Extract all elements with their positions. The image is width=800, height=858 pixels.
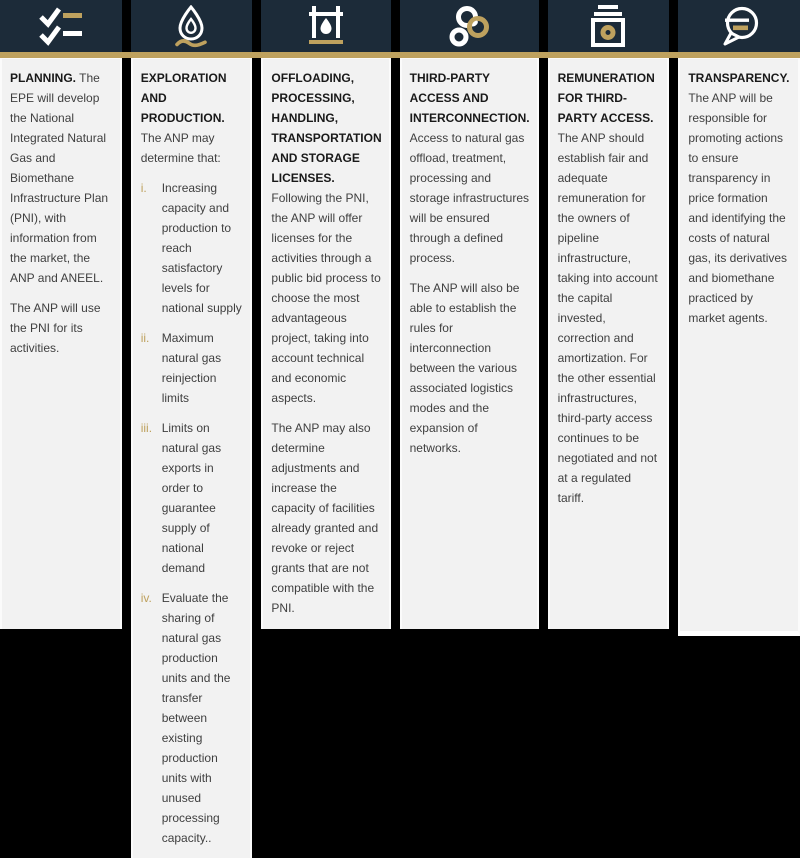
oil-rig-icon [304, 6, 348, 46]
column-text: The ANP should establish fair and adequate remuneration for the owners of pipeline infrastructure, taking into account the capital invested, correction and amortization. For the other essential infrastructures, third-party access continues to be negotiated and not at a regulated tariff. [557, 131, 658, 505]
column-heading: EXPLORATION AND PRODUCTION. [140, 71, 227, 125]
list-text: Limits on natural gas exports in order to guarantee supply of national demand [161, 421, 222, 575]
column-body [0, 58, 122, 629]
list-item [141, 418, 244, 578]
column-text: The ANP may determine that: [140, 131, 221, 165]
column-header [131, 0, 253, 52]
droplet-icon [171, 5, 212, 48]
column-text: The ANP will be responsible for promoting actions to ensure transparency in price formation and identifying the costs of natural gas, its derivatives and biomethane practiced by market agents. [688, 91, 788, 325]
list-text: Maximum natural gas reinjection limits [161, 331, 222, 405]
column-header [400, 0, 539, 52]
paragraph [141, 68, 244, 168]
paragraph [271, 68, 381, 408]
list-item [141, 588, 244, 848]
paragraph [410, 68, 530, 268]
column-body [548, 58, 670, 629]
list-item [141, 328, 244, 408]
column-body [678, 58, 800, 636]
column-body [400, 58, 539, 629]
column-heading: THIRD-PARTY ACCESS AND INTERCONNECTION. [409, 71, 530, 125]
column-transparency [678, 0, 800, 636]
paragraph: The ANP will also be able to establish the rules for interconnection between the various associated logistics modes and the expansion of networks. [409, 281, 520, 455]
column-licenses [261, 0, 390, 629]
list-item [141, 178, 244, 318]
column-text: Following the PNI, the ANP will offer licenses for the activities through a public bid process to choose the most advantageous project, taking into account technical and economic aspects. [271, 191, 381, 405]
paragraph [688, 68, 791, 328]
column-text: Access to natural gas offload, treatment, processing and storage infrastructures will be ensured through a defined process. [409, 131, 530, 265]
column-header [678, 0, 800, 52]
list-marker: i. [140, 181, 147, 195]
paragraph: The ANP will use the PNI for its activities. [10, 301, 101, 355]
column-body [131, 58, 253, 858]
column-header [0, 0, 122, 52]
list-text: Evaluate the sharing of natural gas production units and the transfer between existing production units with unused processing capacity.. [161, 591, 231, 845]
column-remuneration [548, 0, 670, 629]
column-header [261, 0, 390, 52]
column-heading: REMUNERATION FOR THIRD-PARTY ACCESS. [557, 71, 655, 125]
list-text: Increasing capacity and production to reach satisfactory levels for national supply [161, 181, 242, 315]
list-marker: iii. [140, 421, 153, 435]
column-third-party-access [400, 0, 539, 629]
money-stack-icon [586, 5, 630, 47]
column-heading: PLANNING. [10, 71, 76, 85]
column-planning [0, 0, 122, 629]
column-exploration-production [131, 0, 253, 845]
paragraph [558, 68, 661, 508]
column-heading: OFFLOADING, PROCESSING, HANDLING, TRANSPORTATION AND STORAGE LICENSES. [271, 71, 382, 185]
list-marker: ii. [140, 331, 150, 345]
column-header [548, 0, 670, 52]
list-marker: iv. [140, 591, 152, 605]
column-text: The EPE will develop the National Integrated Natural Gas and Biomethane Infrastructure Plan (PNI), with information from the market, the ANP and ANEEL. [10, 71, 109, 285]
paragraph [10, 68, 113, 288]
paragraph: The ANP may also determine adjustments and increase the capacity of facilities already granted and revoke or reject grants that are not compatible with the PNI. [271, 421, 379, 615]
column-body [261, 58, 390, 629]
checklist-icon [37, 6, 84, 46]
rings-icon [447, 5, 492, 47]
column-heading: TRANSPARENCY. [688, 71, 790, 85]
speech-bubble-icon [716, 6, 762, 47]
